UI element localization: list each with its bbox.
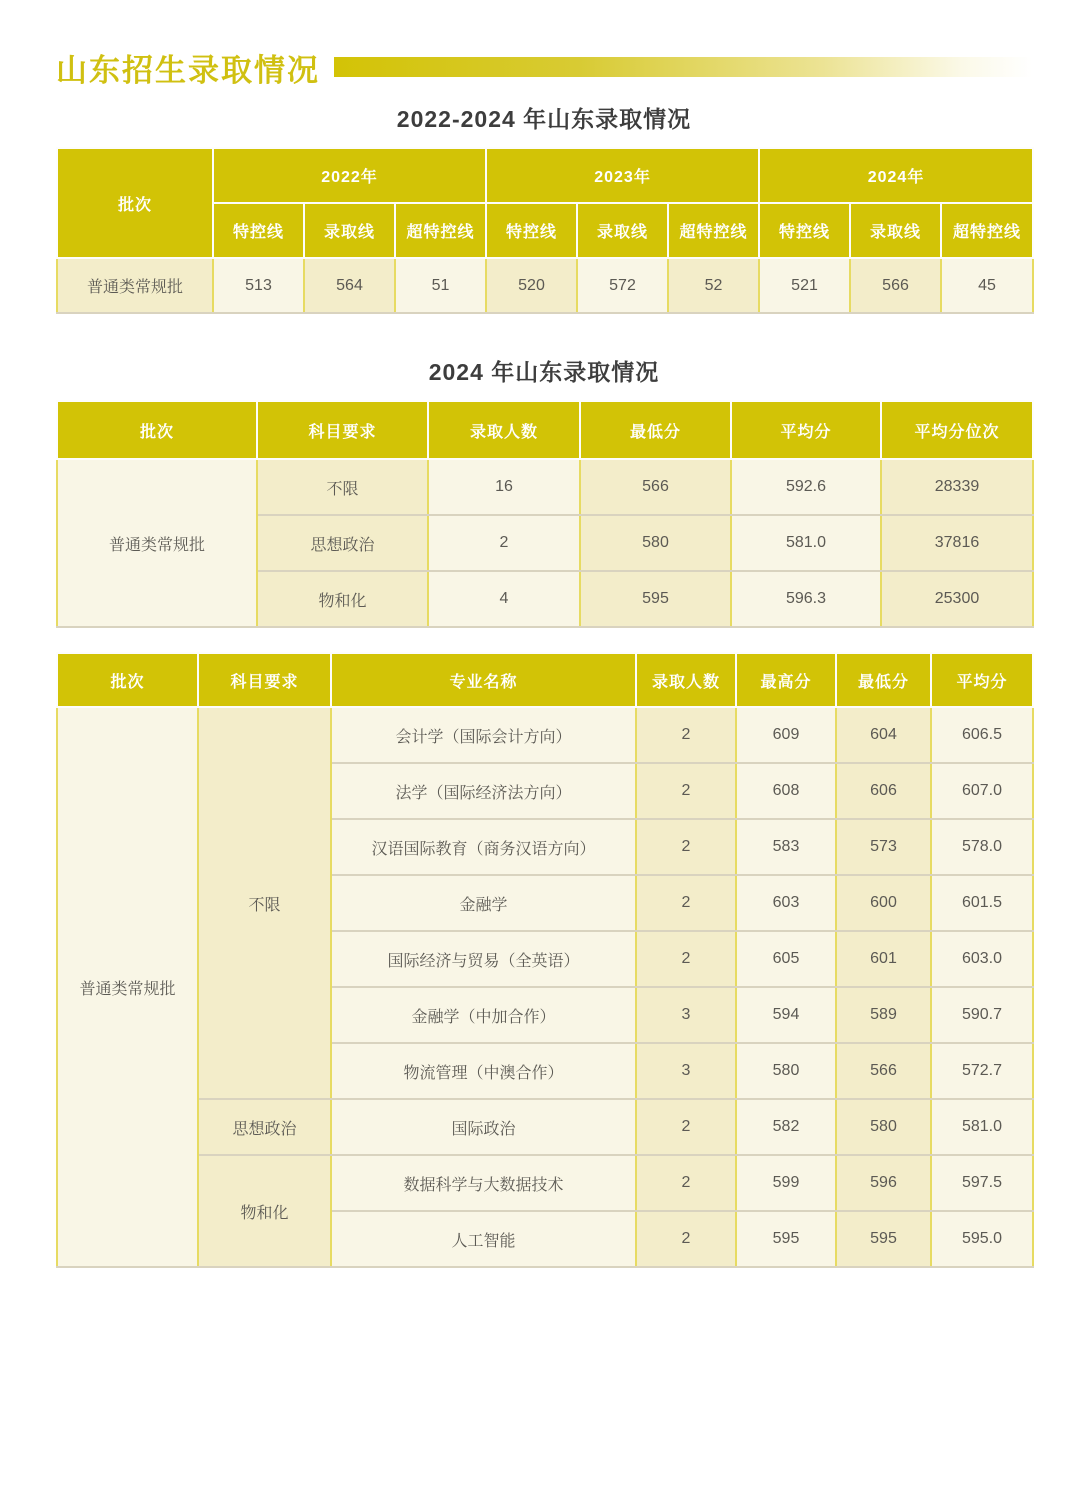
major-cell: 会计学（国际会计方向） <box>331 707 636 763</box>
data-cell: 564 <box>304 258 395 313</box>
major-cell: 法学（国际经济法方向） <box>331 763 636 819</box>
header-cell: 录取人数 <box>636 653 736 707</box>
header-cell: 平均分位次 <box>881 401 1033 459</box>
data-cell: 16 <box>428 459 580 515</box>
section-title-2022-2024: 2022-2024 年山东录取情况 <box>396 106 692 132</box>
data-cell: 589 <box>836 987 931 1043</box>
data-cell: 2 <box>636 875 736 931</box>
page-header <box>56 46 1032 88</box>
subject-cell: 不限 <box>257 459 428 515</box>
data-cell: 605 <box>736 931 836 987</box>
data-cell: 4 <box>428 571 580 627</box>
data-cell: 592.6 <box>731 459 881 515</box>
data-cell: 601 <box>836 931 931 987</box>
data-cell: 595 <box>580 571 731 627</box>
major-cell: 金融学 <box>331 875 636 931</box>
data-cell: 608 <box>736 763 836 819</box>
data-cell: 580 <box>580 515 731 571</box>
header-cell: 超特控线 <box>395 203 486 258</box>
data-cell: 520 <box>486 258 577 313</box>
data-cell: 596.3 <box>731 571 881 627</box>
data-cell: 566 <box>850 258 941 313</box>
header-cell: 最低分 <box>580 401 731 459</box>
table-row <box>57 459 1033 515</box>
data-cell: 513 <box>213 258 304 313</box>
header-cell: 录取线 <box>850 203 941 258</box>
data-cell: 572.7 <box>931 1043 1033 1099</box>
data-cell: 2 <box>636 1099 736 1155</box>
header-cell: 平均分 <box>931 653 1033 707</box>
data-cell: 583 <box>736 819 836 875</box>
data-cell: 596 <box>836 1155 931 1211</box>
data-cell: 607.0 <box>931 763 1033 819</box>
major-cell: 人工智能 <box>331 1211 636 1267</box>
data-cell: 3 <box>636 987 736 1043</box>
subject-cell: 物和化 <box>198 1155 331 1267</box>
major-cell: 国际政治 <box>331 1099 636 1155</box>
data-cell: 603 <box>736 875 836 931</box>
header-cell: 录取人数 <box>428 401 580 459</box>
header-year-2022: 2022年 <box>213 148 486 203</box>
data-cell: 606 <box>836 763 931 819</box>
table-row <box>57 258 1033 313</box>
data-cell: 3 <box>636 1043 736 1099</box>
data-cell: 581.0 <box>931 1099 1033 1155</box>
section-title-2024: 2024 年山东录取情况 <box>428 359 660 385</box>
data-cell: 590.7 <box>931 987 1033 1043</box>
title-gradient-bar <box>334 57 1032 77</box>
data-cell: 37816 <box>881 515 1033 571</box>
data-cell: 595 <box>736 1211 836 1267</box>
table-row <box>57 1099 1033 1155</box>
data-cell: 52 <box>668 258 759 313</box>
data-cell: 28339 <box>881 459 1033 515</box>
header-cell: 最低分 <box>836 653 931 707</box>
data-cell: 2 <box>636 1211 736 1267</box>
batch-cell: 普通类常规批 <box>57 707 198 1267</box>
data-cell: 595.0 <box>931 1211 1033 1267</box>
header-year-2024: 2024年 <box>759 148 1033 203</box>
header-cell: 特控线 <box>759 203 850 258</box>
table-2024-summary <box>56 400 1034 628</box>
data-cell: 580 <box>736 1043 836 1099</box>
batch-cell: 普通类常规批 <box>57 459 257 627</box>
header-cell: 平均分 <box>731 401 881 459</box>
data-cell: 2 <box>428 515 580 571</box>
header-batch: 批次 <box>57 148 213 258</box>
table-2024-by-major <box>56 652 1034 1268</box>
data-cell: 572 <box>577 258 668 313</box>
data-cell: 594 <box>736 987 836 1043</box>
header-cell: 科目要求 <box>198 653 331 707</box>
data-cell: 580 <box>836 1099 931 1155</box>
data-cell: 25300 <box>881 571 1033 627</box>
data-cell: 2 <box>636 931 736 987</box>
data-cell: 2 <box>636 707 736 763</box>
data-cell: 604 <box>836 707 931 763</box>
table-row <box>57 1155 1033 1211</box>
data-cell: 609 <box>736 707 836 763</box>
data-cell: 521 <box>759 258 850 313</box>
data-cell: 582 <box>736 1099 836 1155</box>
subject-cell: 思想政治 <box>257 515 428 571</box>
subject-cell: 物和化 <box>257 571 428 627</box>
header-cell: 批次 <box>57 653 198 707</box>
table-row <box>57 707 1033 763</box>
page-title: 山东招生录取情况 <box>56 52 320 88</box>
header-cell: 批次 <box>57 401 257 459</box>
data-cell: 45 <box>941 258 1033 313</box>
data-cell: 578.0 <box>931 819 1033 875</box>
data-cell: 2 <box>636 819 736 875</box>
data-cell: 566 <box>580 459 731 515</box>
header-cell: 录取线 <box>577 203 668 258</box>
data-cell: 566 <box>836 1043 931 1099</box>
data-cell: 606.5 <box>931 707 1033 763</box>
data-cell: 2 <box>636 1155 736 1211</box>
header-cell: 专业名称 <box>331 653 636 707</box>
header-cell: 科目要求 <box>257 401 428 459</box>
header-cell: 特控线 <box>213 203 304 258</box>
data-cell: 601.5 <box>931 875 1033 931</box>
data-cell: 581.0 <box>731 515 881 571</box>
header-year-2023: 2023年 <box>486 148 759 203</box>
data-cell: 51 <box>395 258 486 313</box>
header-cell: 超特控线 <box>941 203 1033 258</box>
table-2022-2024-scores <box>56 147 1034 314</box>
header-cell: 超特控线 <box>668 203 759 258</box>
major-cell: 数据科学与大数据技术 <box>331 1155 636 1211</box>
header-cell: 特控线 <box>486 203 577 258</box>
major-cell: 金融学（中加合作） <box>331 987 636 1043</box>
header-cell: 最高分 <box>736 653 836 707</box>
header-cell: 录取线 <box>304 203 395 258</box>
data-cell: 599 <box>736 1155 836 1211</box>
data-cell: 2 <box>636 763 736 819</box>
major-cell: 国际经济与贸易（全英语） <box>331 931 636 987</box>
data-cell: 595 <box>836 1211 931 1267</box>
batch-cell: 普通类常规批 <box>57 258 213 313</box>
subject-cell: 思想政治 <box>198 1099 331 1155</box>
subject-cell: 不限 <box>198 707 331 1099</box>
data-cell: 573 <box>836 819 931 875</box>
major-cell: 汉语国际教育（商务汉语方向） <box>331 819 636 875</box>
major-cell: 物流管理（中澳合作） <box>331 1043 636 1099</box>
data-cell: 600 <box>836 875 931 931</box>
data-cell: 597.5 <box>931 1155 1033 1211</box>
data-cell: 603.0 <box>931 931 1033 987</box>
